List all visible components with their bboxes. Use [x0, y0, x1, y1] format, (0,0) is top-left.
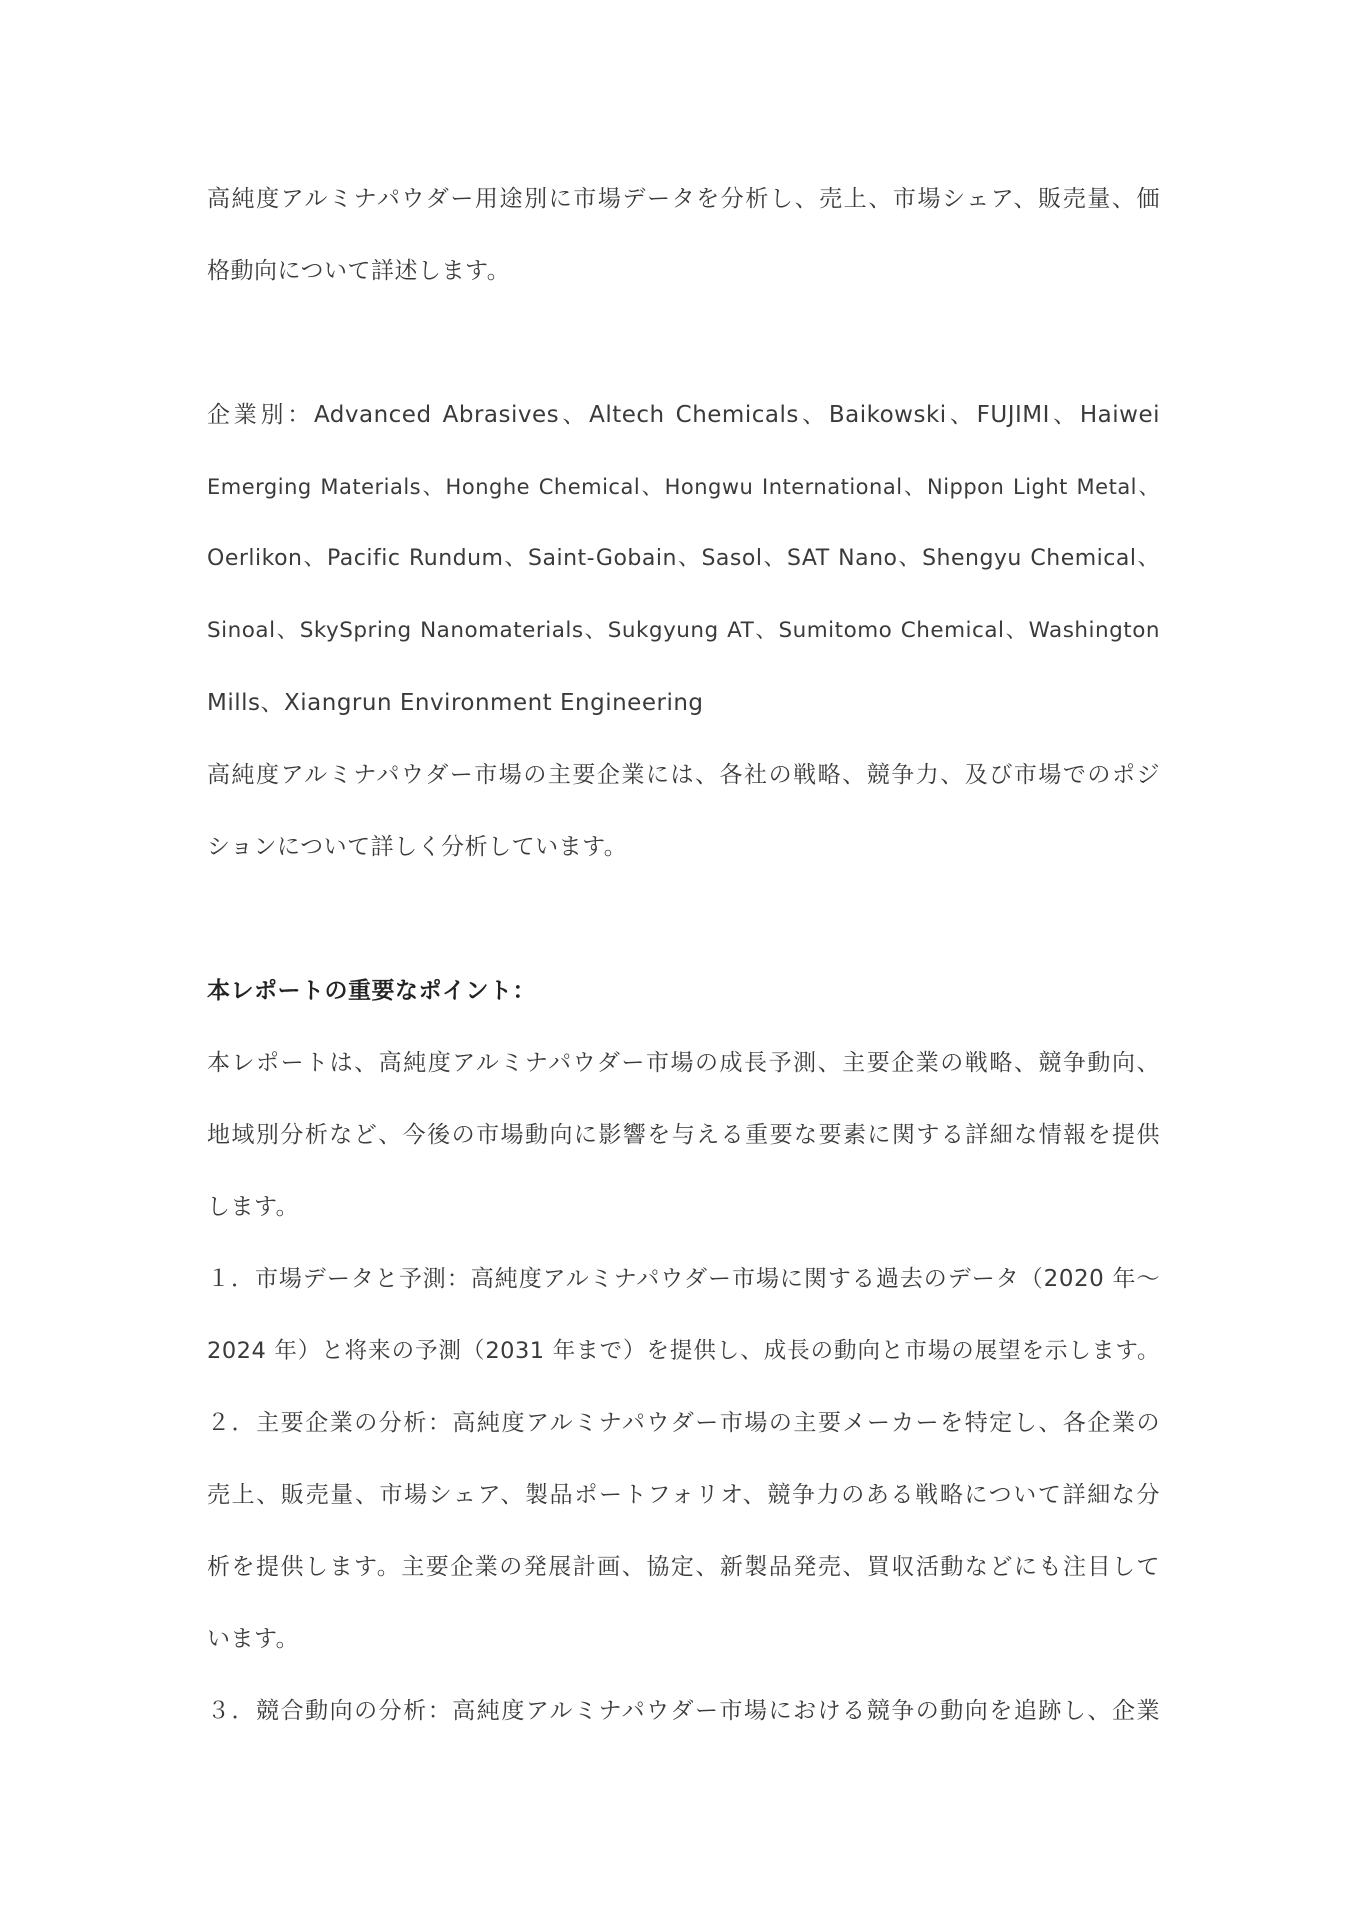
section-heading: 本レポートの重要なポイント： — [207, 978, 536, 1004]
text-line: Oerlikon、Pacific Rundum、Saint-Gobain、Sasol、SAT Nano、Shengyu Chemical、 — [207, 546, 1160, 571]
text-line: 2024 年）と将来の予測（2031 年まで）を提供し、成長の動向と市場の展望を示します。 — [207, 1338, 1160, 1364]
text-line: します。 — [207, 1194, 300, 1220]
text-line: 売上、販売量、市場シェア、製品ポートフォリオ、競争力のある戦略について詳細な分 — [207, 1482, 1160, 1508]
text-line: Emerging Materials、Honghe Chemical、Hongwu International、Nippon Light Metal、 — [207, 475, 1160, 499]
text-line: 格動向について詳述します。 — [207, 258, 511, 284]
text-line: 高純度アルミナパウダー市場の主要企業には、各社の戦略、競争力、及び市場でのポジ — [207, 762, 1160, 788]
text-line: 地域別分析など、今後の市場動向に影響を与える重要な要素に関する詳細な情報を提供 — [207, 1122, 1160, 1148]
text-line: ２．主要企業の分析：高純度アルミナパウダー市場の主要メーカーを特定し、各企業の — [207, 1410, 1160, 1436]
text-line: Mills、Xiangrun Environment Engineering — [207, 690, 704, 716]
text-line: 企業別：Advanced Abrasives、Altech Chemicals、Baikowski、FUJIMI、Haiwei — [207, 402, 1160, 428]
text-line: １．市場データと予測：高純度アルミナパウダー市場に関する過去のデータ（2020 年〜 — [207, 1266, 1160, 1292]
text-line: ３．競合動向の分析：高純度アルミナパウダー市場における競争の動向を追跡し、企業 — [207, 1698, 1160, 1724]
text-line: 析を提供します。主要企業の発展計画、協定、新製品発売、買収活動などにも注目して — [207, 1554, 1160, 1580]
text-line: ションについて詳しく分析しています。 — [207, 834, 628, 860]
text-line: 高純度アルミナパウダー用途別に市場データを分析し、売上、市場シェア、販売量、価 — [207, 186, 1160, 212]
text-line: 本レポートは、高純度アルミナパウダー市場の成長予測、主要企業の戦略、競争動向、 — [207, 1050, 1160, 1076]
text-line: Sinoal、SkySpring Nanomaterials、Sukgyung AT、Sumitomo Chemical、Washington — [207, 618, 1160, 643]
text-line: います。 — [207, 1626, 300, 1652]
